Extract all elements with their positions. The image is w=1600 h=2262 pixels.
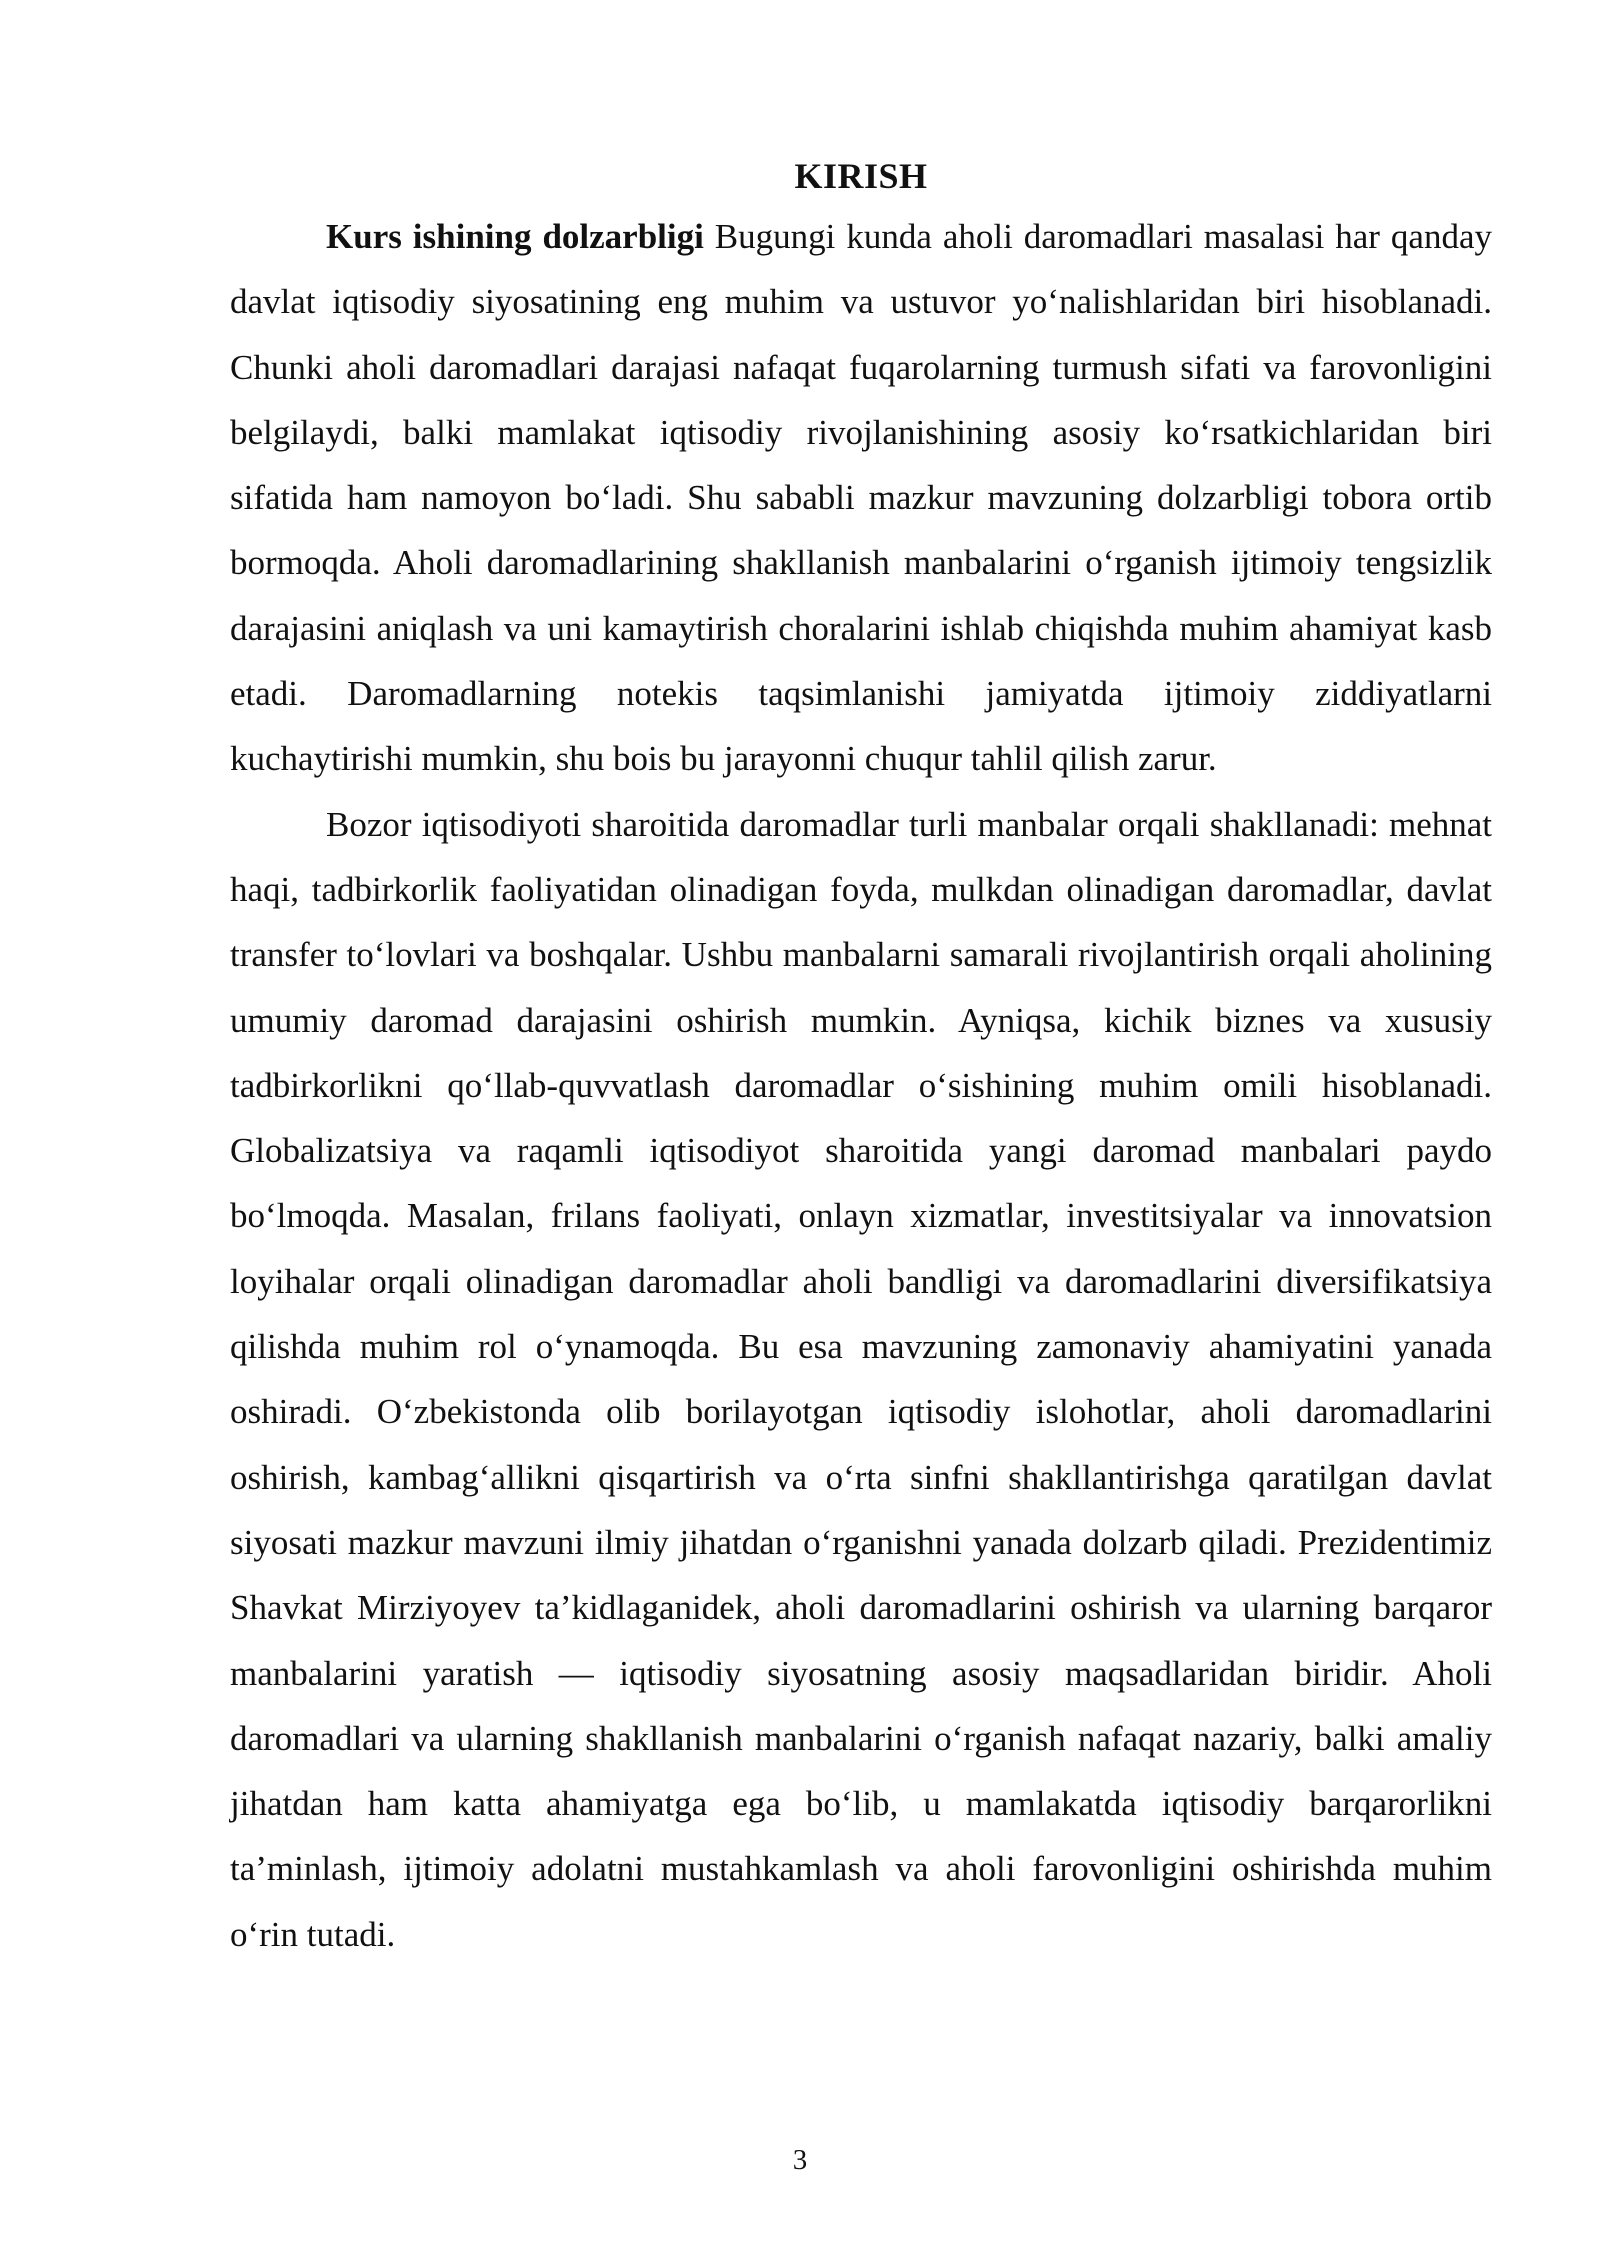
- paragraph-text: Bugungi kunda aholi daromadlari masalasi har qanday davlat iqtisodiy siyosatining eng muhim va ustuvor yo‘nalishlaridan biri hisoblanadi. Chunki aholi daromadlari darajasi nafaqat fuqarolarning turmush sifati va farovonligini belgilaydi, balki mamlakat iqtisodiy rivojlanishining asosiy ko‘rsatkichlaridan biri sifatida ham namoyon bo‘ladi. Shu sababli mazkur mavzuning dolzarbligi tobora ortib bormoqda. Aholi daromadlarining shakllanish manbalarini o‘rganish ijtimoiy tengsizlik darajasini aniqlash va uni kamaytirish choralarini ishlab chiqishda muhim ahamiyat kasb etadi. Daromadlarning notekis taqsimlanishi jamiyatda ijtimoiy ziddiyatlarni kuchaytirishi mumkin, shu bois bu jarayonni chuqur tahlil qilish zarur.: [230, 217, 1492, 779]
- document-page: [230, 152, 1492, 1967]
- paragraph-lead: Kurs ishining dolzarbligi: [326, 217, 704, 256]
- paragraph-relevance: [230, 204, 1492, 792]
- paragraph-text: Bozor iqtisodiyoti sharoitida daromadlar turli manbalar orqali shakllanadi: mehnat haqi, tadbirkorlik faoliyatidan olinadigan foyda, mulkdan olinadigan daromadlar, davlat transfer to‘lovlari va boshqalar. Ushbu manbalarni samarali rivojlantirish orqali aholining umumiy daromad darajasini oshirish mumkin. Ayniqsa, kichik biznes va xususiy tadbirkorlikni qo‘llab-quvvatlash daromadlar o‘sishining muhim omili hisoblanadi. Globalizatsiya va raqamli iqtisodiyot sharoitida yangi daromad manbalari paydo bo‘lmoqda. Masalan, frilans faoliyati, onlayn xizmatlar, investitsiyalar va innovatsion loyihalar orqali olinadigan daromadlar aholi bandligi va daromadlarini diversifikatsiya qilishda muhim rol o‘ynamoqda. Bu esa mavzuning zamonaviy ahamiyatini yanada oshiradi. O‘zbekistonda olib borilayotgan iqtisodiy islohotlar, aholi daromadlarini oshirish, kambag‘allikni qisqartirish va o‘rta sinfni shakllantirishga qaratilgan davlat siyosati mazkur mavzuni ilmiy jihatdan o‘rganishni yanada dolzarb qiladi. Prezidentimiz Shavkat Mirziyoyev ta’kidlaganidek, aholi daromadlarini oshirish va ularning barqaror manbalarini yaratish — iqtisodiy siyosatning asosiy maqsadlaridan biridir. Aholi daromadlari va ularning shakllanish manbalarini o‘rganish nafaqat nazariy, balki amaliy jihatdan ham katta ahamiyatga ega bo‘lib, u mamlakatda iqtisodiy barqarorlikni ta’minlash, ijtimoiy adolatni mustahkamlash va aholi farovonligini oshirishda muhim o‘rin tutadi.: [230, 804, 1492, 1954]
- section-heading: KIRISH: [794, 156, 928, 196]
- paragraph-income-sources: [230, 792, 1492, 1967]
- page-number: 3: [792, 2144, 808, 2176]
